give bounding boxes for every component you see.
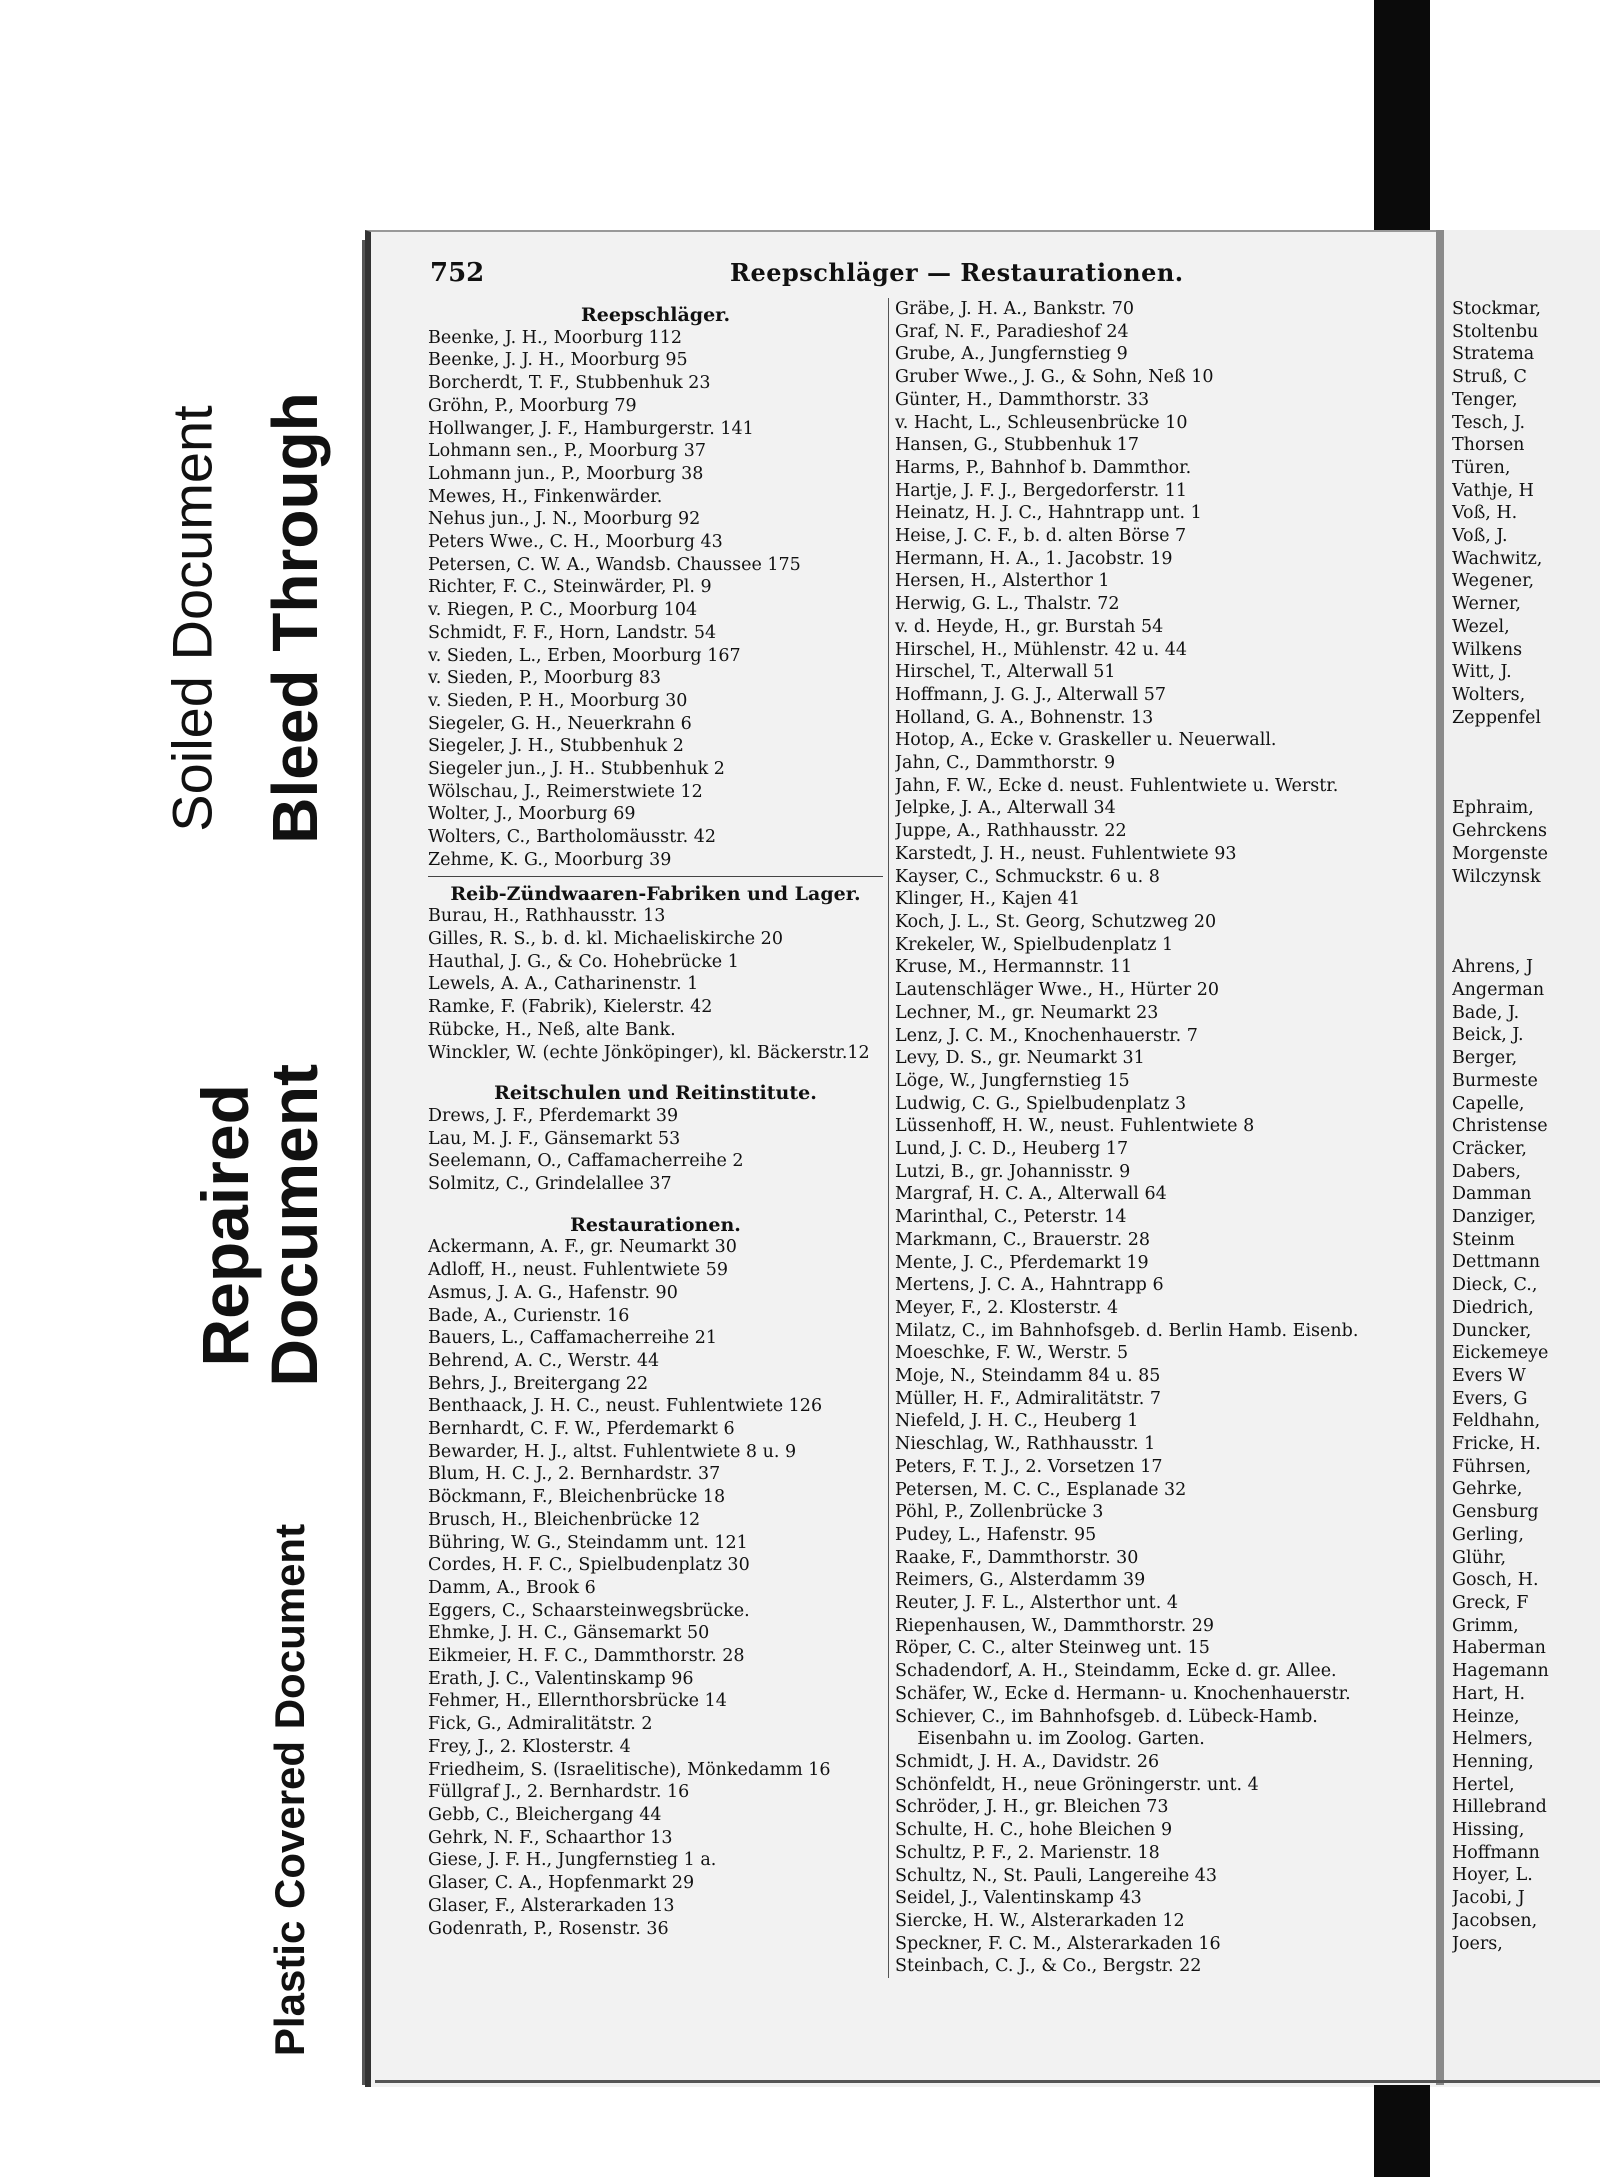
directory-entry: Beenke, J. J. H., Moorburg 95 (428, 350, 688, 371)
left-column (428, 298, 883, 1940)
directory-entry: Eggers, C., Schaarsteinwegsbrücke. (428, 1600, 750, 1621)
directory-entry: Jahn, F. W., Ecke d. neust. Fuhlentwiete u. Werstr. (895, 775, 1339, 796)
directory-entry: Wölschau, J., Reimerstwiete 12 (428, 781, 703, 802)
directory-entry: Behrend, A. C., Werstr. 44 (428, 1350, 660, 1371)
directory-entry: Glaser, C. A., Hopfenmarkt 29 (428, 1873, 695, 1894)
directory-entry: v. Hacht, L., Schleusenbrücke 10 (895, 412, 1188, 433)
directory-entry: Grube, A., Jungfernstieg 9 (895, 344, 1128, 365)
facing-page-entry: Wezel, (1452, 616, 1510, 637)
facing-page-entry: Voß, J. (1452, 526, 1508, 547)
directory-entry: Siercke, H. W., Alsterarkaden 12 (895, 1910, 1185, 1931)
section-heading: Reepschläger. (580, 304, 731, 326)
facing-page-entry: Heinze, (1452, 1706, 1520, 1727)
directory-entry: Hauthal, J. G., & Co. Hohebrücke 1 (428, 951, 739, 972)
facing-page-entry: Wegener, (1452, 571, 1535, 592)
facing-page-entry: Damman (1452, 1184, 1532, 1205)
directory-entry: Asmus, J. A. G., Hafenstr. 90 (428, 1282, 678, 1303)
directory-entry: Bernhardt, C. F. W., Pferdemarkt 6 (428, 1419, 735, 1440)
directory-entry: Gehrk, N. F., Schaarthor 13 (428, 1827, 673, 1848)
directory-entry: Graf, N. F., Paradieshof 24 (895, 321, 1129, 342)
directory-entry: Eikmeier, H. F. C., Dammthorstr. 28 (428, 1646, 745, 1667)
directory-entry: Erath, J. C., Valentinskamp 96 (428, 1668, 694, 1689)
directory-entry: Lund, J. C. D., Heuberg 17 (895, 1139, 1129, 1160)
facing-page-entry (1452, 911, 1600, 934)
facing-page-entry: Voß, H. (1452, 503, 1518, 524)
directory-entry: Levy, D. S., gr. Neumarkt 31 (895, 1048, 1145, 1069)
repaired-label-line1: Repaired (187, 1083, 262, 1367)
directory-entry: Fick, G., Admiralitätstr. 2 (428, 1714, 653, 1735)
directory-entry: Milatz, C., im Bahnhofsgeb. d. Berlin Hamb. Eisenb. (895, 1320, 1359, 1341)
facing-page-entry (1452, 888, 1600, 911)
directory-entry: Steinbach, C. J., & Co., Bergstr. 22 (895, 1956, 1202, 1977)
directory-entry: Gruber Wwe., J. G., & Sohn, Neß 10 (895, 367, 1214, 388)
directory-entry: Nehus jun., J. N., Moorburg 92 (428, 509, 701, 530)
directory-entry: Gröhn, P., Moorburg 79 (428, 395, 637, 416)
facing-page-entry: Gehrke, (1452, 1479, 1523, 1500)
binding-tape-bottom (1374, 2085, 1430, 2177)
middle-column (888, 298, 1440, 1978)
facing-page-entry: Witt, J. (1452, 662, 1512, 683)
directory-entry: Böckmann, F., Bleichenbrücke 18 (428, 1487, 726, 1508)
directory-entry: Schröder, J. H., gr. Bleichen 73 (895, 1797, 1169, 1818)
directory-entry: Riepenhausen, W., Dammthorstr. 29 (895, 1615, 1214, 1636)
directory-entry: Seidel, J., Valentinskamp 43 (895, 1888, 1142, 1909)
directory-entry: Hersen, H., Alsterthor 1 (895, 571, 1110, 592)
facing-page-entry: Helmers, (1452, 1729, 1534, 1750)
section-heading: Restaurationen. (570, 1213, 741, 1236)
facing-page-entry: Steinm (1452, 1229, 1515, 1250)
facing-page-entry: Duncker, (1452, 1320, 1532, 1341)
directory-entry: Koch, J. L., St. Georg, Schutzweg 20 (895, 911, 1217, 932)
directory-entry: Pöhl, P., Zollenbrücke 3 (895, 1502, 1104, 1523)
directory-entry: Schultz, P. F., 2. Marienstr. 18 (895, 1842, 1160, 1863)
directory-entry: Ackermann, A. F., gr. Neumarkt 30 (428, 1237, 737, 1258)
facing-page-entry: Wilkens (1452, 639, 1523, 660)
facing-page-entry: Hagemann (1452, 1661, 1549, 1682)
directory-entry: Markmann, C., Brauerstr. 28 (895, 1229, 1150, 1250)
facing-page-entry: Zeppenfel (1452, 707, 1541, 728)
facing-page-entry: Hertel, (1452, 1774, 1515, 1795)
facing-page-entry: Burmeste (1452, 1070, 1538, 1091)
facing-page-entry: Gehrckens (1452, 821, 1547, 842)
directory-entry: Klinger, H., Kajen 41 (895, 889, 1081, 910)
directory-entry: Lenz, J. C. M., Knochenhauerstr. 7 (895, 1025, 1198, 1046)
facing-page-entry: Eickemeye (1452, 1343, 1549, 1364)
facing-page-entry: Jacobi, J (1452, 1888, 1525, 1909)
facing-page-entry: Werner, (1452, 594, 1521, 615)
directory-entry: Mente, J. C., Pferdemarkt 19 (895, 1252, 1149, 1273)
facing-page-entry: Hoyer, L. (1452, 1865, 1533, 1886)
facing-page-entry (1452, 752, 1600, 775)
facing-page-entry: Hissing, (1452, 1820, 1525, 1841)
directory-entry: Gräbe, J. H. A., Bankstr. 70 (895, 299, 1134, 319)
directory-entry: v. Sieden, P., Moorburg 83 (428, 668, 661, 689)
directory-entry: Reuter, J. F. L., Alsterthor unt. 4 (895, 1593, 1178, 1614)
directory-entry: Pudey, L., Hafenstr. 95 (895, 1524, 1097, 1545)
facing-page-entry: Ahrens, J (1452, 957, 1534, 978)
directory-entry: v. Sieden, P. H., Moorburg 30 (428, 690, 688, 711)
facing-page-entry: Ephraim, (1452, 798, 1534, 819)
facing-page-entry: Struß, C (1452, 367, 1527, 388)
section-gap (428, 1196, 883, 1208)
directory-entry: Bühring, W. G., Steindamm unt. 121 (428, 1532, 748, 1553)
facing-page-entry: Türen, (1452, 457, 1511, 478)
directory-entry: Nieschlag, W., Rathhausstr. 1 (895, 1434, 1156, 1455)
directory-entry: v. Riegen, P. C., Moorburg 104 (428, 600, 698, 621)
directory-entry: Margraf, H. C. A., Alterwall 64 (895, 1184, 1167, 1205)
section-heading: Reib-Zündwaaren-Fabriken und Lager. (450, 882, 861, 905)
directory-entry: Hollwanger, J. F., Hamburgerstr. 141 (428, 418, 754, 439)
directory-entry: Drews, J. F., Pferdemarkt 39 (428, 1105, 679, 1126)
directory-entry: Rübcke, H., Neß, alte Bank. (428, 1019, 676, 1040)
facing-page-entry: Gerling, (1452, 1524, 1524, 1545)
facing-page-entry: Gensburg (1452, 1502, 1539, 1523)
directory-entry: Schulte, H. C., hohe Bleichen 9 (895, 1820, 1173, 1841)
directory-entry: Mewes, H., Finkenwärder. (428, 486, 663, 507)
section-heading: Reitschulen und Reitinstitute. (494, 1082, 817, 1105)
directory-entry: Reimers, G., Alsterdamm 39 (895, 1570, 1146, 1591)
facing-page-entry: Stoltenbu (1452, 321, 1539, 342)
directory-entry: Siegeler, J. H., Stubbenhuk 2 (428, 736, 684, 757)
directory-entry: Schmidt, F. F., Horn, Landstr. 54 (428, 622, 717, 643)
plastic-covered-document-label: Plastic Covered Document (266, 1523, 314, 2057)
facing-page-entry: Jacobsen, (1452, 1910, 1538, 1931)
facing-page-entry: Wolters, (1452, 684, 1526, 705)
bleed-through-label-panel (245, 318, 345, 918)
directory-entry: Herwig, G. L., Thalstr. 72 (895, 594, 1120, 615)
facing-page-entry: Angerman (1452, 980, 1545, 1000)
directory-entry: Ludwig, C. G., Spielbudenplatz 3 (895, 1093, 1187, 1114)
directory-entry: Cordes, H. F. C., Spielbudenplatz 30 (428, 1555, 750, 1576)
facing-page-entry (1452, 775, 1600, 798)
binding-tape-top (1374, 0, 1430, 230)
directory-entry: Müller, H. F., Admiralitätstr. 7 (895, 1388, 1162, 1409)
facing-page-entry: Feldhahn, (1452, 1411, 1541, 1432)
soiled-document-label-panel (152, 318, 232, 918)
directory-entry: Jelpke, J. A., Alterwall 34 (895, 798, 1116, 819)
directory-entry: Glaser, F., Alsterarkaden 13 (428, 1895, 675, 1916)
directory-entry: Peters Wwe., C. H., Moorburg 43 (428, 532, 723, 553)
directory-entry: Juppe, A., Rathhausstr. 22 (895, 821, 1127, 842)
directory-entry: Hartje, J. F. J., Bergedorferstr. 11 (895, 480, 1187, 501)
facing-page-entry: Thorsen (1452, 435, 1525, 456)
directory-entry: Richter, F. C., Steinwärder, Pl. 9 (428, 577, 712, 598)
directory-entry: Löge, W., Jungfernstieg 15 (895, 1070, 1130, 1091)
directory-entry: Petersen, M. C. C., Esplanade 32 (895, 1479, 1187, 1500)
facing-page-entry: Danziger, (1452, 1207, 1537, 1228)
directory-entry: Schmidt, J. H. A., Davidstr. 26 (895, 1752, 1160, 1772)
directory-entry: Schiever, C., im Bahnhofsgeb. d. Lübeck-Hamb. (895, 1706, 1318, 1727)
facing-page-entry: Evers, G (1452, 1388, 1528, 1409)
directory-entry: Wolter, J., Moorburg 69 (428, 804, 636, 825)
directory-entry: Röper, C. C., alter Steinweg unt. 15 (895, 1638, 1210, 1659)
directory-entry: Schultz, N., St. Pauli, Langereihe 43 (895, 1865, 1218, 1886)
directory-entry: Adloff, H., neust. Fuhlentwiete 59 (428, 1260, 728, 1281)
directory-entry: Hoffmann, J. G. J., Alterwall 57 (895, 684, 1166, 705)
facing-page-entry: Tesch, J. (1452, 412, 1526, 433)
directory-entry: Siegeler, G. H., Neuerkrahn 6 (428, 713, 692, 734)
directory-entry: Lohmann jun., P., Moorburg 38 (428, 463, 704, 484)
directory-entry: Schäfer, W., Ecke d. Hermann- u. Knochenhauerstr. (895, 1683, 1351, 1704)
directory-entry: Seelemann, O., Caffamacherreihe 2 (428, 1151, 744, 1172)
soiled-document-label: Soiled Document (160, 404, 224, 832)
directory-entry: Wolters, C., Bartholomäusstr. 42 (428, 827, 717, 848)
directory-entry: Giese, J. F. H., Jungfernstieg 1 a. (428, 1850, 717, 1871)
directory-entry: Kruse, M., Hermannstr. 11 (895, 957, 1133, 978)
facing-page-entry: Christense (1452, 1116, 1548, 1137)
directory-entry: Schadendorf, A. H., Steindamm, Ecke d. gr. Allee. (895, 1661, 1337, 1682)
facing-page-entry: Tenger, (1452, 389, 1518, 410)
directory-entry: Solmitz, C., Grindelallee 37 (428, 1174, 672, 1195)
directory-entry: Zehme, K. G., Moorburg 39 (428, 849, 672, 870)
facing-page-entry: Haberman (1452, 1638, 1546, 1659)
directory-entry: Winckler, W. (echte Jönköpinger), kl. Bäckerstr.12 (428, 1042, 870, 1063)
directory-entry: Damm, A., Brook 6 (428, 1577, 596, 1598)
directory-entry: Beenke, J. H., Moorburg 112 (428, 327, 683, 348)
directory-entry: Behrs, J., Breitergang 22 (428, 1373, 649, 1394)
directory-entry: Siegeler jun., J. H.. Stubbenhuk 2 (428, 759, 725, 780)
directory-entry: Füllgraf J., 2. Bernhardstr. 16 (428, 1782, 690, 1803)
directory-entry: Krekeler, W., Spielbudenplatz 1 (895, 934, 1174, 955)
facing-page-entry: Evers W (1452, 1365, 1526, 1386)
directory-entry: Lohmann sen., P., Moorburg 37 (428, 441, 707, 462)
facing-page-entry: Hart, H. (1452, 1683, 1526, 1704)
facing-page-entry: Vathje, H (1452, 480, 1534, 501)
directory-entry: Peters, F. T. J., 2. Vorsetzen 17 (895, 1456, 1163, 1477)
directory-entry: Niefeld, J. H. C., Heuberg 1 (895, 1411, 1139, 1432)
directory-entry: Günter, H., Dammthorstr. 33 (895, 389, 1150, 410)
page-bottom-edge (375, 2080, 1600, 2083)
directory-entry: Heinatz, H. J. C., Hahntrapp unt. 1 (895, 503, 1202, 524)
directory-entry: Marinthal, C., Peterstr. 14 (895, 1207, 1127, 1228)
directory-entry: Schönfeldt, H., neue Gröningerstr. unt. 4 (895, 1774, 1259, 1795)
facing-page-entry: Cräcker, (1452, 1138, 1527, 1159)
directory-entry: Raake, F., Dammthorstr. 30 (895, 1547, 1139, 1568)
bleed-through-label: Bleed Through (259, 392, 331, 844)
directory-entry: Lüssenhoff, H. W., neust. Fuhlentwiete 8 (895, 1116, 1255, 1137)
directory-entry: Hansen, G., Stubbenhuk 17 (895, 435, 1140, 456)
directory-entry: Gilles, R. S., b. d. kl. Michaeliskirche 20 (428, 928, 783, 949)
directory-entry: Lutzi, B., gr. Johannisstr. 9 (895, 1161, 1131, 1182)
directory-entry: Bade, A., Curienstr. 16 (428, 1305, 630, 1326)
directory-entry: Fehmer, H., Ellernthorsbrücke 14 (428, 1691, 727, 1712)
repaired-document-label (187, 1063, 331, 1387)
directory-entry: Jahn, C., Dammthorstr. 9 (895, 753, 1116, 774)
facing-page-entry (1452, 729, 1600, 752)
directory-entry: Hermann, H. A., 1. Jacobstr. 19 (895, 548, 1173, 569)
directory-entry: Holland, G. A., Bohnenstr. 13 (895, 707, 1154, 728)
facing-page-entry: Morgenste (1452, 843, 1549, 864)
directory-entry: Gebb, C., Bleichergang 44 (428, 1805, 662, 1825)
directory-entry: v. Sieden, L., Erben, Moorburg 167 (428, 645, 741, 666)
running-header (430, 258, 1430, 294)
directory-entry: Blum, H. C. J., 2. Bernhardstr. 37 (428, 1464, 721, 1485)
facing-page-entry: Wilczynsk (1452, 866, 1541, 887)
repaired-label-line2: Document (257, 1063, 331, 1387)
directory-entry: Moeschke, F. W., Werstr. 5 (895, 1343, 1129, 1364)
directory-entry: Eisenbahn u. im Zoolog. Garten. (895, 1729, 1205, 1750)
directory-entry: Godenrath, P., Rosenstr. 36 (428, 1918, 669, 1939)
facing-page-column (1452, 298, 1600, 1955)
facing-page-entry: Glühr, (1452, 1547, 1507, 1568)
facing-page-entry: Hillebrand (1452, 1797, 1547, 1818)
page-number: 752 (430, 258, 485, 288)
facing-page-entry: Berger, (1452, 1048, 1518, 1069)
directory-entry: Lau, M. J. F., Gänsemarkt 53 (428, 1128, 681, 1149)
directory-entry: Lautenschläger Wwe., H., Hürter 20 (895, 980, 1219, 1001)
facing-page-entry: Greck, F (1452, 1592, 1529, 1613)
facing-page-entry: Fricke, H. (1452, 1434, 1541, 1455)
directory-entry: Harms, P., Bahnhof b. Dammthor. (895, 457, 1192, 478)
facing-page-entry: Joers, (1452, 1933, 1503, 1954)
facing-page-entry: Wachwitz, (1452, 548, 1543, 569)
directory-entry: Moje, N., Steindamm 84 u. 85 (895, 1366, 1161, 1387)
directory-entry: v. d. Heyde, H., gr. Burstah 54 (895, 616, 1164, 637)
directory-entry: Heise, J. C. F., b. d. alten Börse 7 (895, 526, 1187, 547)
facing-page-entry: Hoffmann (1452, 1842, 1540, 1863)
facing-page-entry: Stockmar, (1452, 299, 1541, 319)
directory-entry: Meyer, F., 2. Klosterstr. 4 (895, 1297, 1119, 1318)
directory-entry: Burau, H., Rathhausstr. 13 (428, 906, 666, 927)
directory-entry: Lewels, A. A., Catharinenstr. 1 (428, 974, 699, 995)
directory-entry: Friedheim, S. (Israelitische), Mönkedamm 16 (428, 1759, 831, 1780)
directory-entry: Kayser, C., Schmuckstr. 6 u. 8 (895, 866, 1160, 887)
directory-entry: Borcherdt, T. F., Stubbenhuk 23 (428, 373, 711, 394)
directory-entry: Bauers, L., Caffamacherreihe 21 (428, 1328, 717, 1349)
facing-page-entry: Bade, J. (1452, 1002, 1520, 1023)
running-title: Reepschläger — Restaurationen. (730, 258, 1184, 287)
facing-page-entry: Beick, J. (1452, 1025, 1524, 1046)
directory-entry: Benthaack, J. H. C., neust. Fuhlentwiete 126 (428, 1396, 823, 1417)
directory-entry: Hotop, A., Ecke v. Graskeller u. Neuerwall. (895, 730, 1277, 751)
facing-page-entry: Grimm, (1452, 1615, 1519, 1636)
directory-entry: Petersen, C. W. A., Wandsb. Chaussee 175 (428, 554, 801, 575)
facing-page-entry: Dieck, C., (1452, 1275, 1538, 1296)
section-gap (428, 1064, 883, 1076)
directory-entry: Speckner, F. C. M., Alsterarkaden 16 (895, 1933, 1221, 1954)
directory-entry: Ehmke, J. H. C., Gänsemarkt 50 (428, 1623, 710, 1644)
facing-page-entry: Diedrich, (1452, 1297, 1534, 1318)
facing-page-entry: Capelle, (1452, 1093, 1525, 1114)
directory-entry: Frey, J., 2. Klosterstr. 4 (428, 1736, 631, 1757)
section-divider (428, 876, 883, 877)
directory-entry: Karstedt, J. H., neust. Fuhlentwiete 93 (895, 843, 1237, 864)
facing-page-entry: Führsen, (1452, 1456, 1532, 1477)
facing-page-entry: Dabers, (1452, 1161, 1521, 1182)
directory-entry: Mertens, J. C. A., Hahntrapp 6 (895, 1275, 1164, 1296)
directory-entry: Hirschel, H., Mühlenstr. 42 u. 44 (895, 639, 1188, 660)
directory-entry: Brusch, H., Bleichenbrücke 12 (428, 1509, 701, 1530)
directory-entry: Bewarder, H. J., altst. Fuhlentwiete 8 u. 9 (428, 1441, 797, 1462)
facing-page-entry: Henning, (1452, 1751, 1534, 1772)
facing-page-entry: Stratema (1452, 344, 1535, 365)
facing-page-entry (1452, 934, 1600, 957)
directory-entry: Hirschel, T., Alterwall 51 (895, 662, 1116, 683)
facing-page-entry: Gosch, H. (1452, 1570, 1539, 1591)
facing-page-entry: Dettmann (1452, 1252, 1541, 1273)
directory-entry: Ramke, F. (Fabrik), Kielerstr. 42 (428, 997, 713, 1018)
directory-entry: Lechner, M., gr. Neumarkt 23 (895, 1002, 1159, 1023)
plastic-covered-label-panel (240, 1470, 340, 2110)
repaired-document-label-panel (160, 990, 360, 1460)
